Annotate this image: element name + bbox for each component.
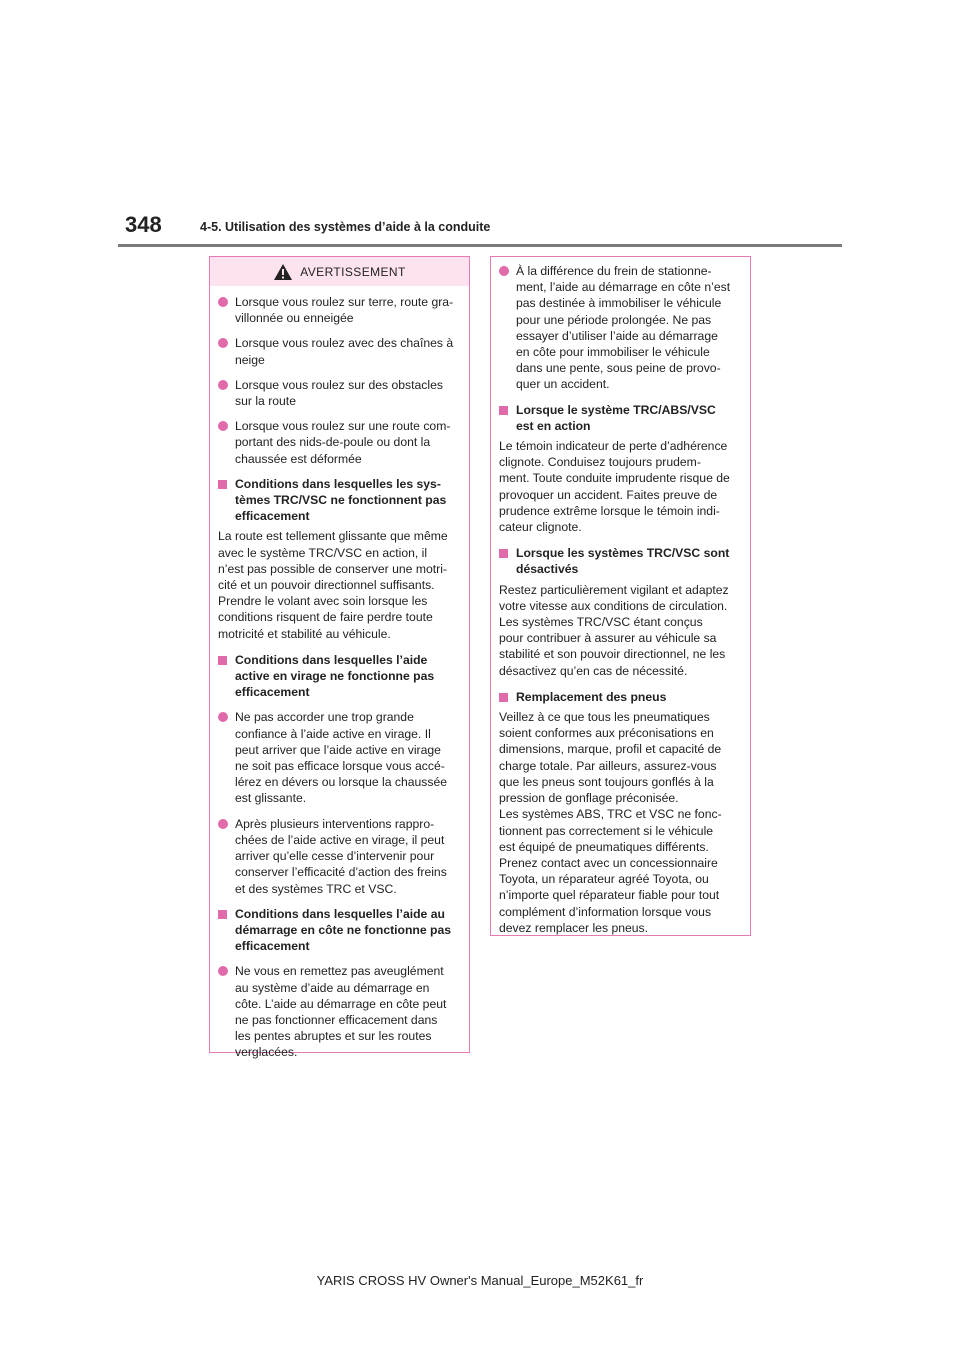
subheading: [499, 402, 742, 434]
bullet-dot-icon: [218, 338, 228, 348]
paragraph: La route est tellement glissante que même avec le système TRC/VSC en action, il n’est pas possible de conserver une motri- cité et un pouvoir directionnel suffisants. Prendre le volant avec soin lorsque les conditions risquent de faire perdre toute motricité et stabilité au véhicule.: [218, 529, 448, 641]
subheading-text: Conditions dans lesquelles l’aide au démarrage en côte ne fonctionne pas efficacement: [235, 906, 452, 954]
subheading-text: Conditions dans lesquelles les sys- tèmes TRC/VSC ne fonctionnent pas efficacement: [235, 476, 447, 524]
square-bullet-icon: [499, 693, 508, 702]
bullet-text: Ne vous en remettez pas aveuglément au système d’aide au démarrage en côte. L’aide au démarrage en côte peut ne pas fonctionner efficacement dans les pentes abruptes et sur les routes verglacées.: [235, 964, 447, 1060]
list-item: [218, 335, 461, 367]
subheading: [218, 906, 461, 955]
warning-header: [210, 257, 469, 286]
bullet-text: À la différence du frein de stationne- ment, l’aide au démarrage en côte n’est pas destinée à immobiliser le véhicule pour une période prolongée. Ne pas essayer d’utiliser l’aide au démarrage en côte pour immobiliser le véhicule dans une pente, sous peine de provo- quer un accident.: [516, 264, 731, 392]
bullet-dot-icon: [218, 966, 228, 976]
subheading: [499, 545, 742, 577]
subheading: [218, 476, 461, 525]
page-number: 348: [125, 212, 162, 237]
footer-manual-id: YARIS CROSS HV Owner's Manual_Europe_M52K61_fr: [316, 1273, 644, 1288]
subheading-text: Lorsque le système TRC/ABS/VSC est en action: [516, 402, 716, 433]
bullet-text: Lorsque vous roulez avec des chaînes à neige: [235, 336, 454, 367]
list-item: [218, 709, 461, 806]
list-item: [499, 263, 742, 393]
list-item: [218, 294, 461, 326]
square-bullet-icon: [499, 406, 508, 415]
bullet-text: Lorsque vous roulez sur une route com- portant des nids-de-poule ou dont la chaussée est déformée: [235, 419, 451, 466]
subheading: [499, 689, 742, 705]
warning-triangle-icon: [273, 263, 293, 281]
paragraph: Restez particulièrement vigilant et adaptez votre vitesse aux conditions de circulation. Les systèmes TRC/VSC étant conçus pour contribuer à assurer au véhicule sa stabilité et son pouvoir directionnel, ne les désactivez qu’en cas de nécessité.: [499, 582, 729, 678]
bullet-dot-icon: [499, 266, 509, 276]
bullet-dot-icon: [218, 297, 228, 307]
bullet-text: Lorsque vous roulez sur terre, route gra- villonnée ou enneigée: [235, 295, 454, 326]
header-rule: [118, 244, 842, 247]
square-bullet-icon: [218, 910, 227, 919]
bullet-dot-icon: [218, 819, 228, 829]
list-item: [218, 963, 461, 1060]
warning-box-right: [490, 256, 751, 936]
section-title: 4-5. Utilisation des systèmes d’aide à la conduite: [200, 220, 491, 234]
subheading-text: Lorsque les systèmes TRC/VSC sont désactivés: [516, 546, 730, 577]
square-bullet-icon: [218, 480, 227, 489]
bullet-dot-icon: [218, 421, 228, 431]
warning-box-left: [209, 256, 470, 1060]
subheading: [218, 652, 461, 701]
bullet-dot-icon: [218, 712, 228, 722]
bullet-text: Après plusieurs interventions rappro- chées de l’aide active en virage, il peut arriver qu’elle cesse d’intervenir pour conserver l’efficacité d’action des freins et des systèmes TRC et VSC.: [235, 816, 447, 896]
subheading-text: Remplacement des pneus: [516, 689, 667, 704]
list-item: [218, 816, 461, 897]
list-item: [218, 418, 461, 467]
warning-title: AVERTISSEMENT: [300, 264, 406, 279]
list-item: [218, 377, 461, 409]
bullet-text: Lorsque vous roulez sur des obstacles sur la route: [235, 377, 443, 409]
bullet-text: Ne pas accorder une trop grande confiance à l’aide active en virage. Il peut arriver que l’aide active en virage ne soit pas efficace lorsque vous accé- lérez en dévers ou lorsque la chaussée est glissante.: [235, 710, 448, 806]
bullet-dot-icon: [218, 380, 228, 390]
square-bullet-icon: [218, 656, 227, 665]
paragraph: Veillez à ce que tous les pneumatiques soient conformes aux préconisations en dimensions, marque, profil et capacité de charge totale. Par ailleurs, assurez-vous que les pneus sont toujours gonflés à la pression de gonflage préconisée. Les systèmes ABS, TRC et VSC ne fonc- tionnent pas correctement si le véhicule est équipé de pneumatiques différents. Prenez contact avec un concessionnaire Toyota, un réparateur agréé Toyota, ou n’importe quel réparateur fiable pour tout complément d’information lorsque vous devez remplacer les pneus.: [499, 710, 722, 935]
square-bullet-icon: [499, 549, 508, 558]
paragraph: Le témoin indicateur de perte d’adhérence clignote. Conduisez toujours prudem- ment. Toute conduite imprudente risque de provoquer un accident. Faites preuve de prudence extrême lorsque le témoin indi- cateur clignote.: [499, 439, 730, 535]
subheading-text: Conditions dans lesquelles l’aide active en virage ne fonctionne pas efficacement: [235, 652, 435, 700]
